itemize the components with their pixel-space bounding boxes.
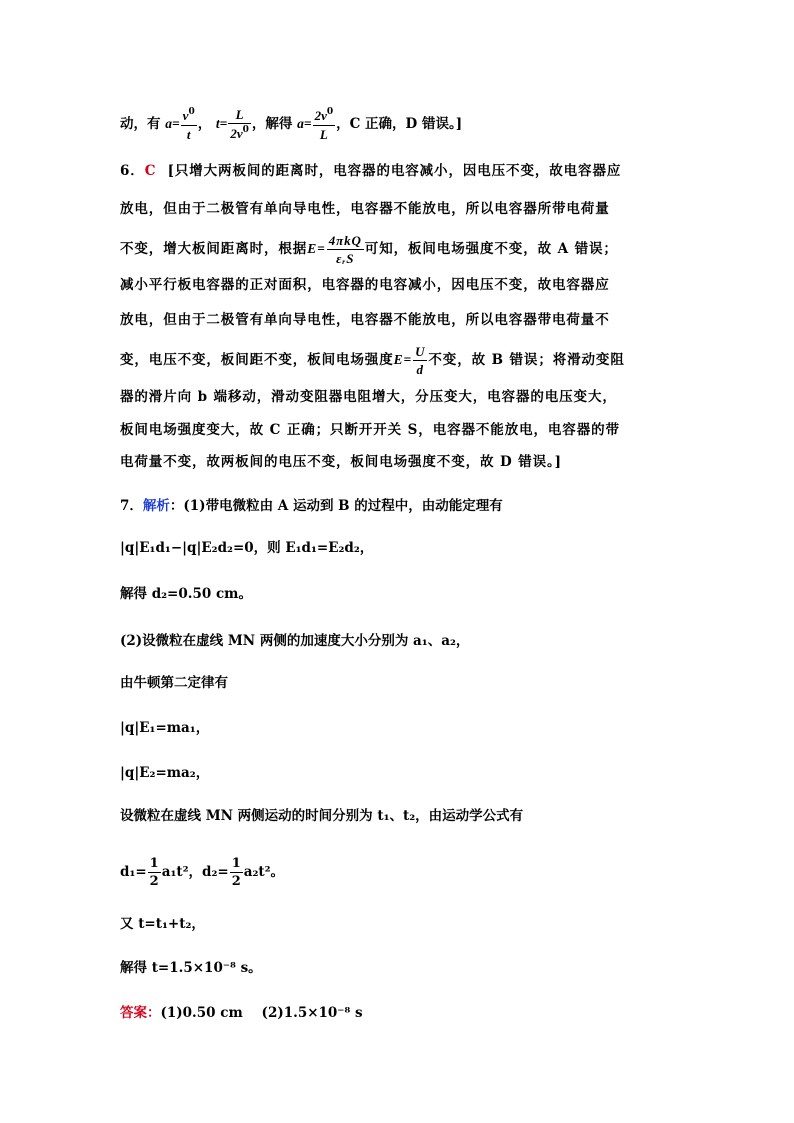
q6-ud-fraction [413, 345, 427, 376]
q5-eq3-lhs: a= [297, 116, 312, 131]
q7-line-3 [120, 584, 252, 604]
q6-frac-den: εᵣS [336, 251, 355, 266]
q5-mid: ，解得 [251, 116, 293, 132]
q7-answer-line [120, 1003, 363, 1023]
q6-text-8: 板间电场强度变大，故 C 正确；只断开开关 S，电容器不能放电，电容器的带 [120, 422, 620, 438]
q7-line-10 [120, 914, 205, 934]
q6-text-4: 减小平行板电容器的正对面积，电容器的电容减小，因电压不变，故电容器应 [120, 277, 610, 293]
q6-text-1: [只增大两板间的距离时，电容器的电容减小，因电压不变，故电容器应 [167, 163, 622, 179]
q5-sep1: ， [197, 116, 212, 132]
q6-ud-den: d [416, 362, 424, 377]
q6-line-3 [120, 234, 618, 265]
q5-eq1-num: v [182, 108, 189, 123]
q6-eq-ud-lhs: E= [393, 352, 413, 367]
q5-eq1-lhs: a= [165, 116, 180, 131]
q5-eq2-den: 2v [230, 126, 243, 141]
q6-text-6b: 不变，故 B 错误；将滑动变阻 [428, 352, 625, 368]
q7-text-4: (2)设微粒在虚线 MN 两侧的加速度大小分别为 a₁、a₂， [120, 633, 470, 649]
q7-line-2 [120, 538, 373, 558]
q6-line-5 [120, 310, 610, 330]
q6-number: 6． [120, 163, 145, 179]
q6-frac-num: 4πkQ [328, 233, 362, 248]
q7-line-8 [120, 806, 523, 826]
q5-eq3-den: L [319, 127, 328, 142]
q5-eq2-num: L [228, 108, 251, 124]
q7-frac2-den: 2 [231, 874, 241, 889]
q7-answer-label: 答案： [120, 1005, 161, 1021]
q7-text-6: |q|E₁=ma₁， [120, 720, 210, 736]
q7-line-11 [120, 958, 262, 978]
q6-text-5: 放电，但由于二极管有单向导电性，电容器不能放电，所以电容器带电荷量不 [120, 312, 610, 328]
q6-text-2: 放电，但由于二极管有单向导电性，电容器不能放电，所以电容器所带电荷量 [120, 201, 610, 217]
q5-eq2-fraction [228, 108, 251, 141]
q5-eq3-num: 2v [314, 108, 327, 123]
q7-frac1-num: 1 [149, 856, 159, 871]
q7-line-4 [120, 631, 469, 651]
q6-line-4 [120, 275, 610, 295]
q6-line-7 [120, 387, 617, 407]
q7-text-3: 解得 d₂=0.50 cm。 [120, 586, 252, 602]
q7-frac2-num: 1 [231, 856, 241, 871]
q7-line-9 [120, 857, 284, 888]
q6-text-3b: 可知，板间电场强度不变，故 A 错误； [364, 241, 618, 257]
q7-analysis-label: 解析 [142, 498, 170, 514]
q6-capacitor-fraction [327, 234, 364, 265]
q7-text-9a: d₁= [120, 864, 147, 880]
q7-line-7 [120, 763, 209, 783]
q6-text-7: 器的滑片向 b 端移动，滑动变阻器电阻增大，分压变大，电容器的电压变大， [120, 389, 617, 405]
q6-text-6a: 变，电压不变，板间距不变，板间电场强度 [120, 352, 394, 368]
q7-text-1: (1)带电微粒由 A 运动到 B 的过程中，由动能定理有 [183, 498, 503, 514]
q6-text-3a: 不变，增大板间距离时，根据 [120, 241, 308, 257]
q5-eq3-fraction [313, 108, 336, 141]
q7-line-1 [120, 496, 503, 516]
q7-text-11: 解得 t=1.5×10⁻⁸ s。 [120, 960, 262, 976]
q7-colon: ： [169, 498, 184, 514]
q7-line-5 [120, 673, 228, 693]
q7-text-10: 又 t=t₁+t₂， [120, 916, 205, 932]
q5-eq3-num-sup: 0 [326, 107, 334, 117]
q7-half-fraction-2 [230, 857, 243, 888]
q7-text-9c: a₂t²。 [243, 864, 285, 880]
q5-conclusion-line [120, 108, 462, 141]
q7-number: 7． [120, 498, 143, 514]
q7-answer-text: (1)0.50 cm (2)1.5×10⁻⁸ s [160, 1005, 363, 1021]
q6-eq-e-lhs: E= [307, 241, 326, 256]
q6-answer: C [144, 163, 157, 179]
q7-text-2: |q|E₁d₁−|q|E₂d₂=0，则 E₁d₁=E₂d₂， [120, 540, 374, 556]
q6-line-6 [120, 345, 625, 376]
q7-text-9b: a₁t²，d₂= [161, 864, 229, 880]
q7-text-7: |q|E₂=ma₂， [120, 765, 210, 781]
q5-suffix: ，C 正确，D 错误。] [336, 116, 463, 132]
q6-line-9 [120, 452, 562, 472]
q5-prefix: 动，有 [120, 116, 161, 132]
q5-eq2-lhs: t= [215, 116, 228, 131]
q7-text-8: 设微粒在虚线 MN 两侧运动的时间分别为 t₁、t₂，由运动学公式有 [120, 808, 524, 824]
q7-line-6 [120, 718, 209, 738]
q7-text-5: 由牛顿第二定律有 [120, 675, 228, 691]
q6-line-1 [120, 161, 621, 181]
q6-line-8 [120, 420, 620, 440]
q7-half-fraction-1 [148, 857, 161, 888]
q5-eq2-den-sup: 0 [242, 125, 249, 135]
q5-eq1-fraction [181, 108, 197, 141]
q5-eq1-num-sup: 0 [188, 107, 195, 117]
q7-frac1-den: 2 [149, 874, 159, 889]
q6-text-9: 电荷量不变，故两板间的电压不变，板间电场强度不变，故 D 错误。] [120, 454, 562, 470]
q5-eq1-den: t [186, 127, 191, 142]
q6-line-2 [120, 199, 610, 219]
q6-ud-num: U [415, 344, 426, 359]
